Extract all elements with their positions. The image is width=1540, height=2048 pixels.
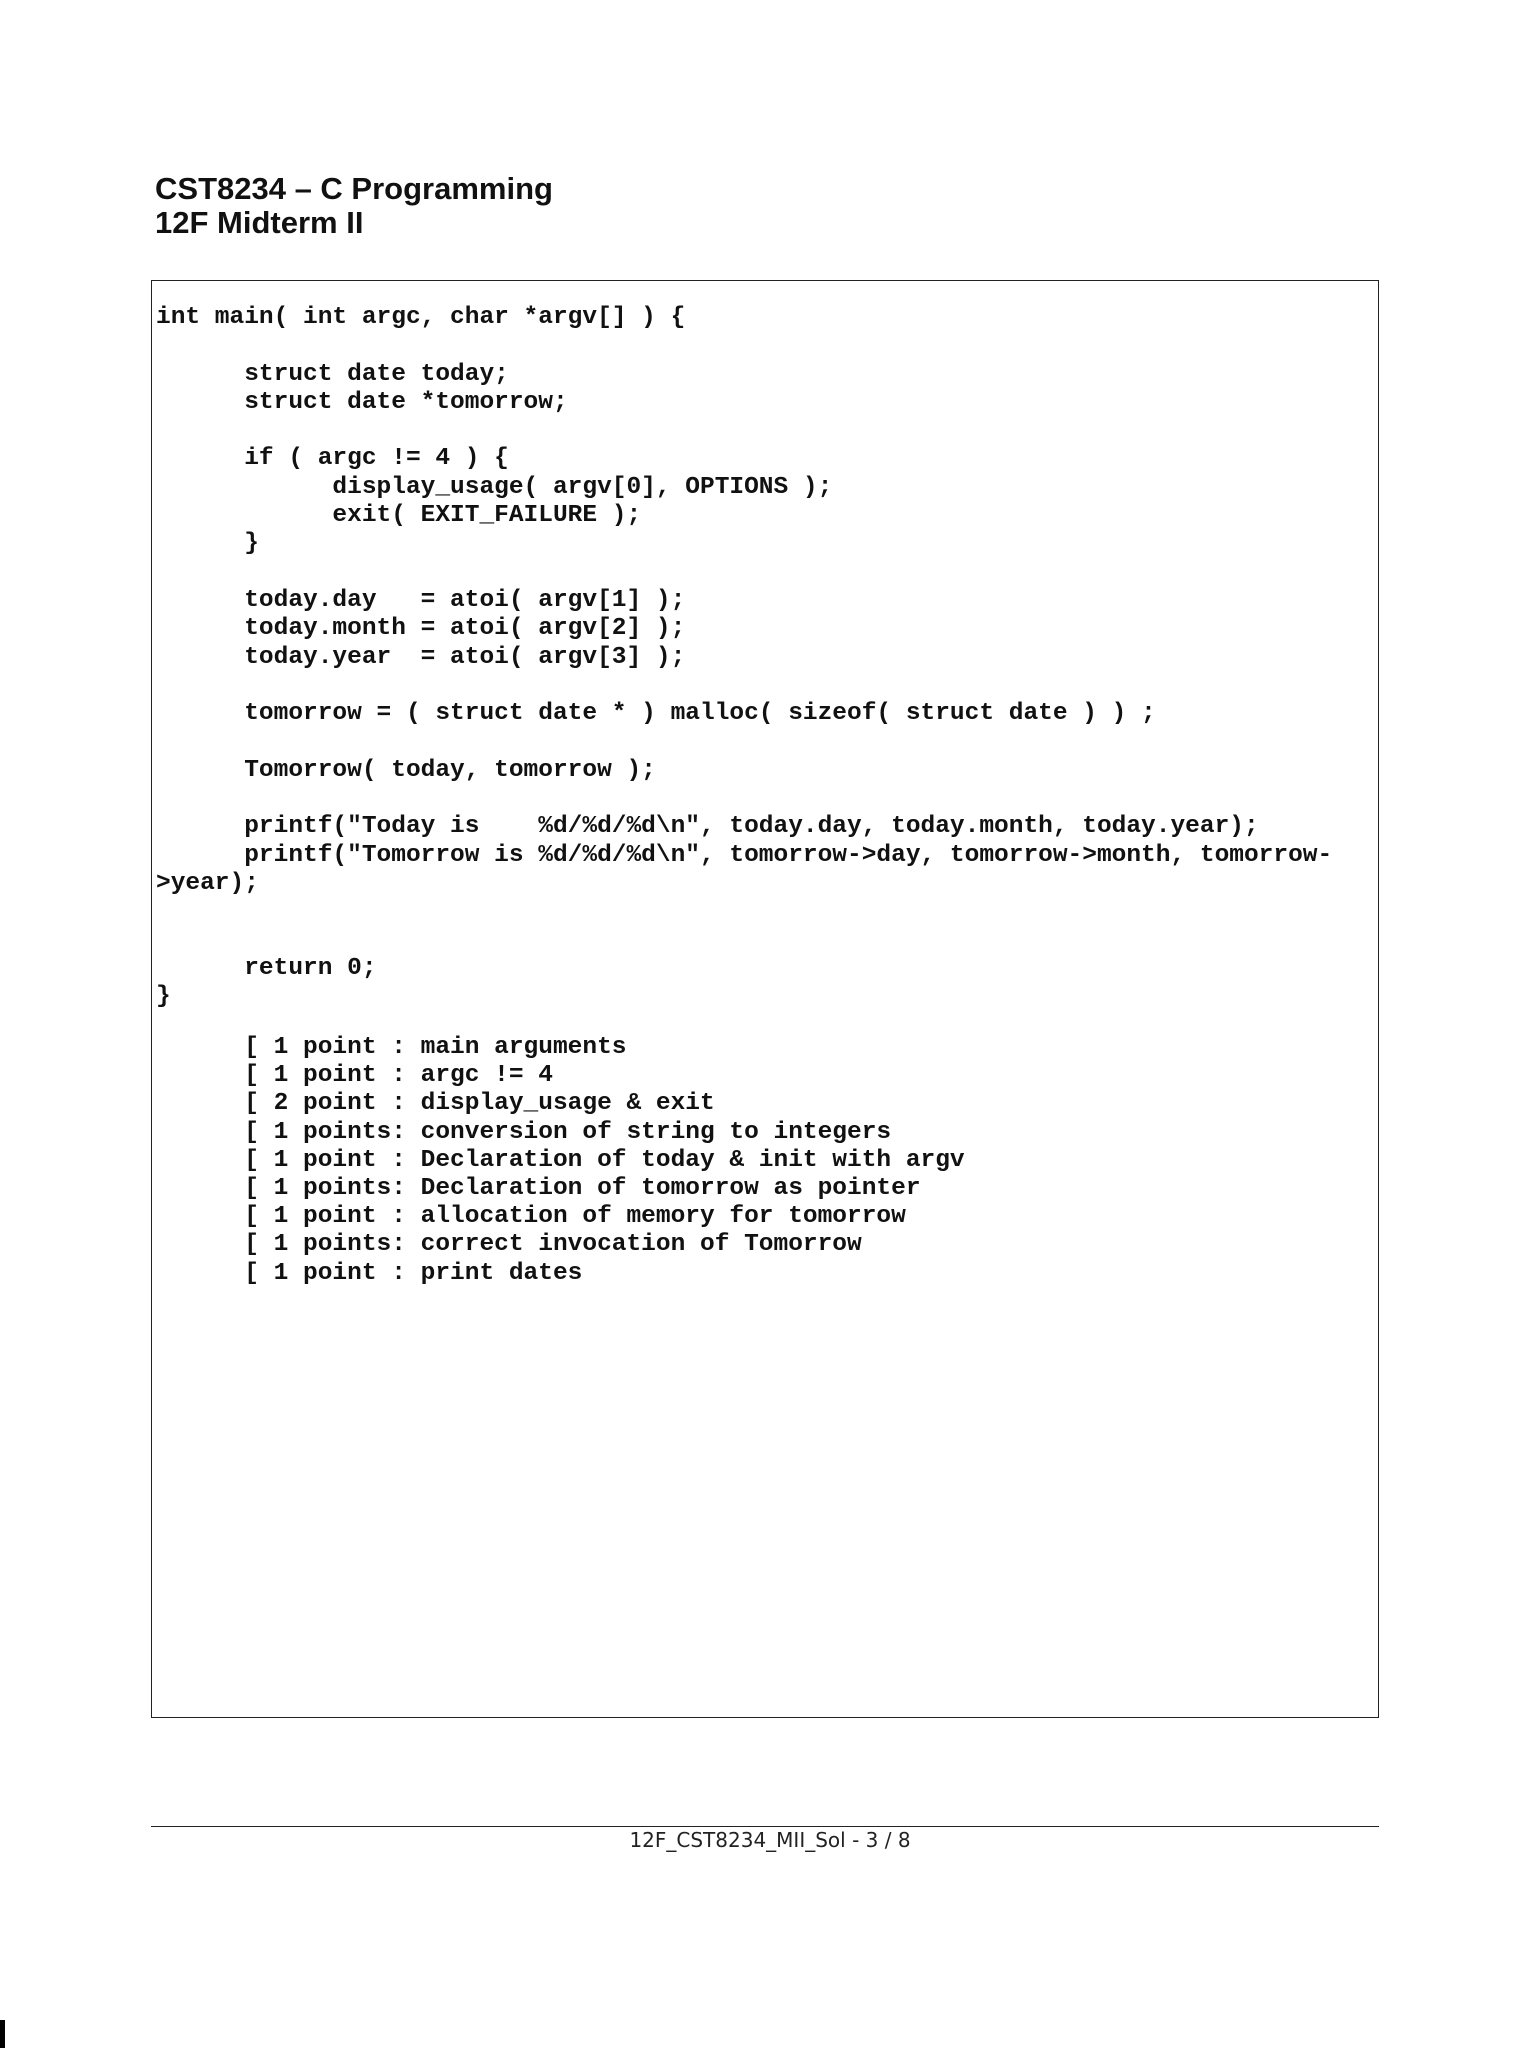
code-line: printf("Tomorrow is %d/%d/%d\n", tomorrow->day, tomorrow->month, tomorrow- — [156, 841, 1333, 869]
code-line — [156, 417, 1332, 445]
course-title: CST8234 – C Programming — [155, 171, 553, 206]
code-line: int main( int argc, char *argv[] ) { — [156, 304, 686, 331]
code-line — [156, 332, 1332, 360]
code-line — [156, 927, 1332, 955]
code-line: } — [156, 983, 171, 1011]
rubric-item: [ 1 point : main arguments — [156, 1034, 627, 1061]
code-line — [156, 559, 1332, 587]
scan-edge-mark — [0, 2020, 5, 2048]
rubric-item: [ 1 point : print dates — [156, 1259, 583, 1287]
document-header — [155, 172, 553, 240]
rubric-item: [ 2 point : display_usage & exit — [156, 1090, 715, 1118]
code-line: today.day = atoi( argv[1] ); — [156, 586, 686, 614]
page-footer — [0, 1826, 1540, 1854]
code-line: today.month = atoi( argv[2] ); — [156, 615, 686, 643]
grading-rubric — [156, 1034, 965, 1288]
rubric-item: [ 1 point : argc != 4 — [156, 1062, 553, 1090]
code-line — [156, 672, 1332, 700]
code-line: display_usage( argv[0], OPTIONS ); — [156, 473, 833, 501]
rubric-item: [ 1 point : Declaration of today & init with argv — [156, 1146, 965, 1174]
rubric-item: [ 1 points: conversion of string to integers — [156, 1118, 892, 1146]
code-line: struct date *tomorrow; — [156, 388, 568, 416]
code-line — [156, 728, 1332, 756]
code-line: return 0; — [156, 954, 377, 982]
code-line — [156, 898, 1332, 926]
rubric-item: [ 1 points: Declaration of tomorrow as pointer — [156, 1174, 921, 1202]
rubric-item: [ 1 points: correct invocation of Tomorrow — [156, 1231, 862, 1259]
code-line — [156, 785, 1332, 813]
code-line: exit( EXIT_FAILURE ); — [156, 502, 642, 530]
page-number-label: 12F_CST8234_MII_Sol - 3 / 8 — [629, 1828, 911, 1852]
exam-title: 12F Midterm II — [155, 205, 364, 240]
code-line: >year); — [156, 869, 259, 897]
code-line: printf("Today is %d/%d/%d\n", today.day, today.month, today.year); — [156, 813, 1259, 841]
code-line: today.year = atoi( argv[3] ); — [156, 643, 686, 671]
code-line: if ( argc != 4 ) { — [156, 445, 509, 473]
code-line: Tomorrow( today, tomorrow ); — [156, 756, 656, 784]
code-line: tomorrow = ( struct date * ) malloc( sizeof( struct date ) ) ; — [156, 700, 1156, 728]
code-line: struct date today; — [156, 360, 509, 388]
rubric-item: [ 1 point : allocation of memory for tomorrow — [156, 1203, 906, 1231]
code-listing — [156, 304, 1332, 1011]
code-line: } — [156, 530, 259, 558]
